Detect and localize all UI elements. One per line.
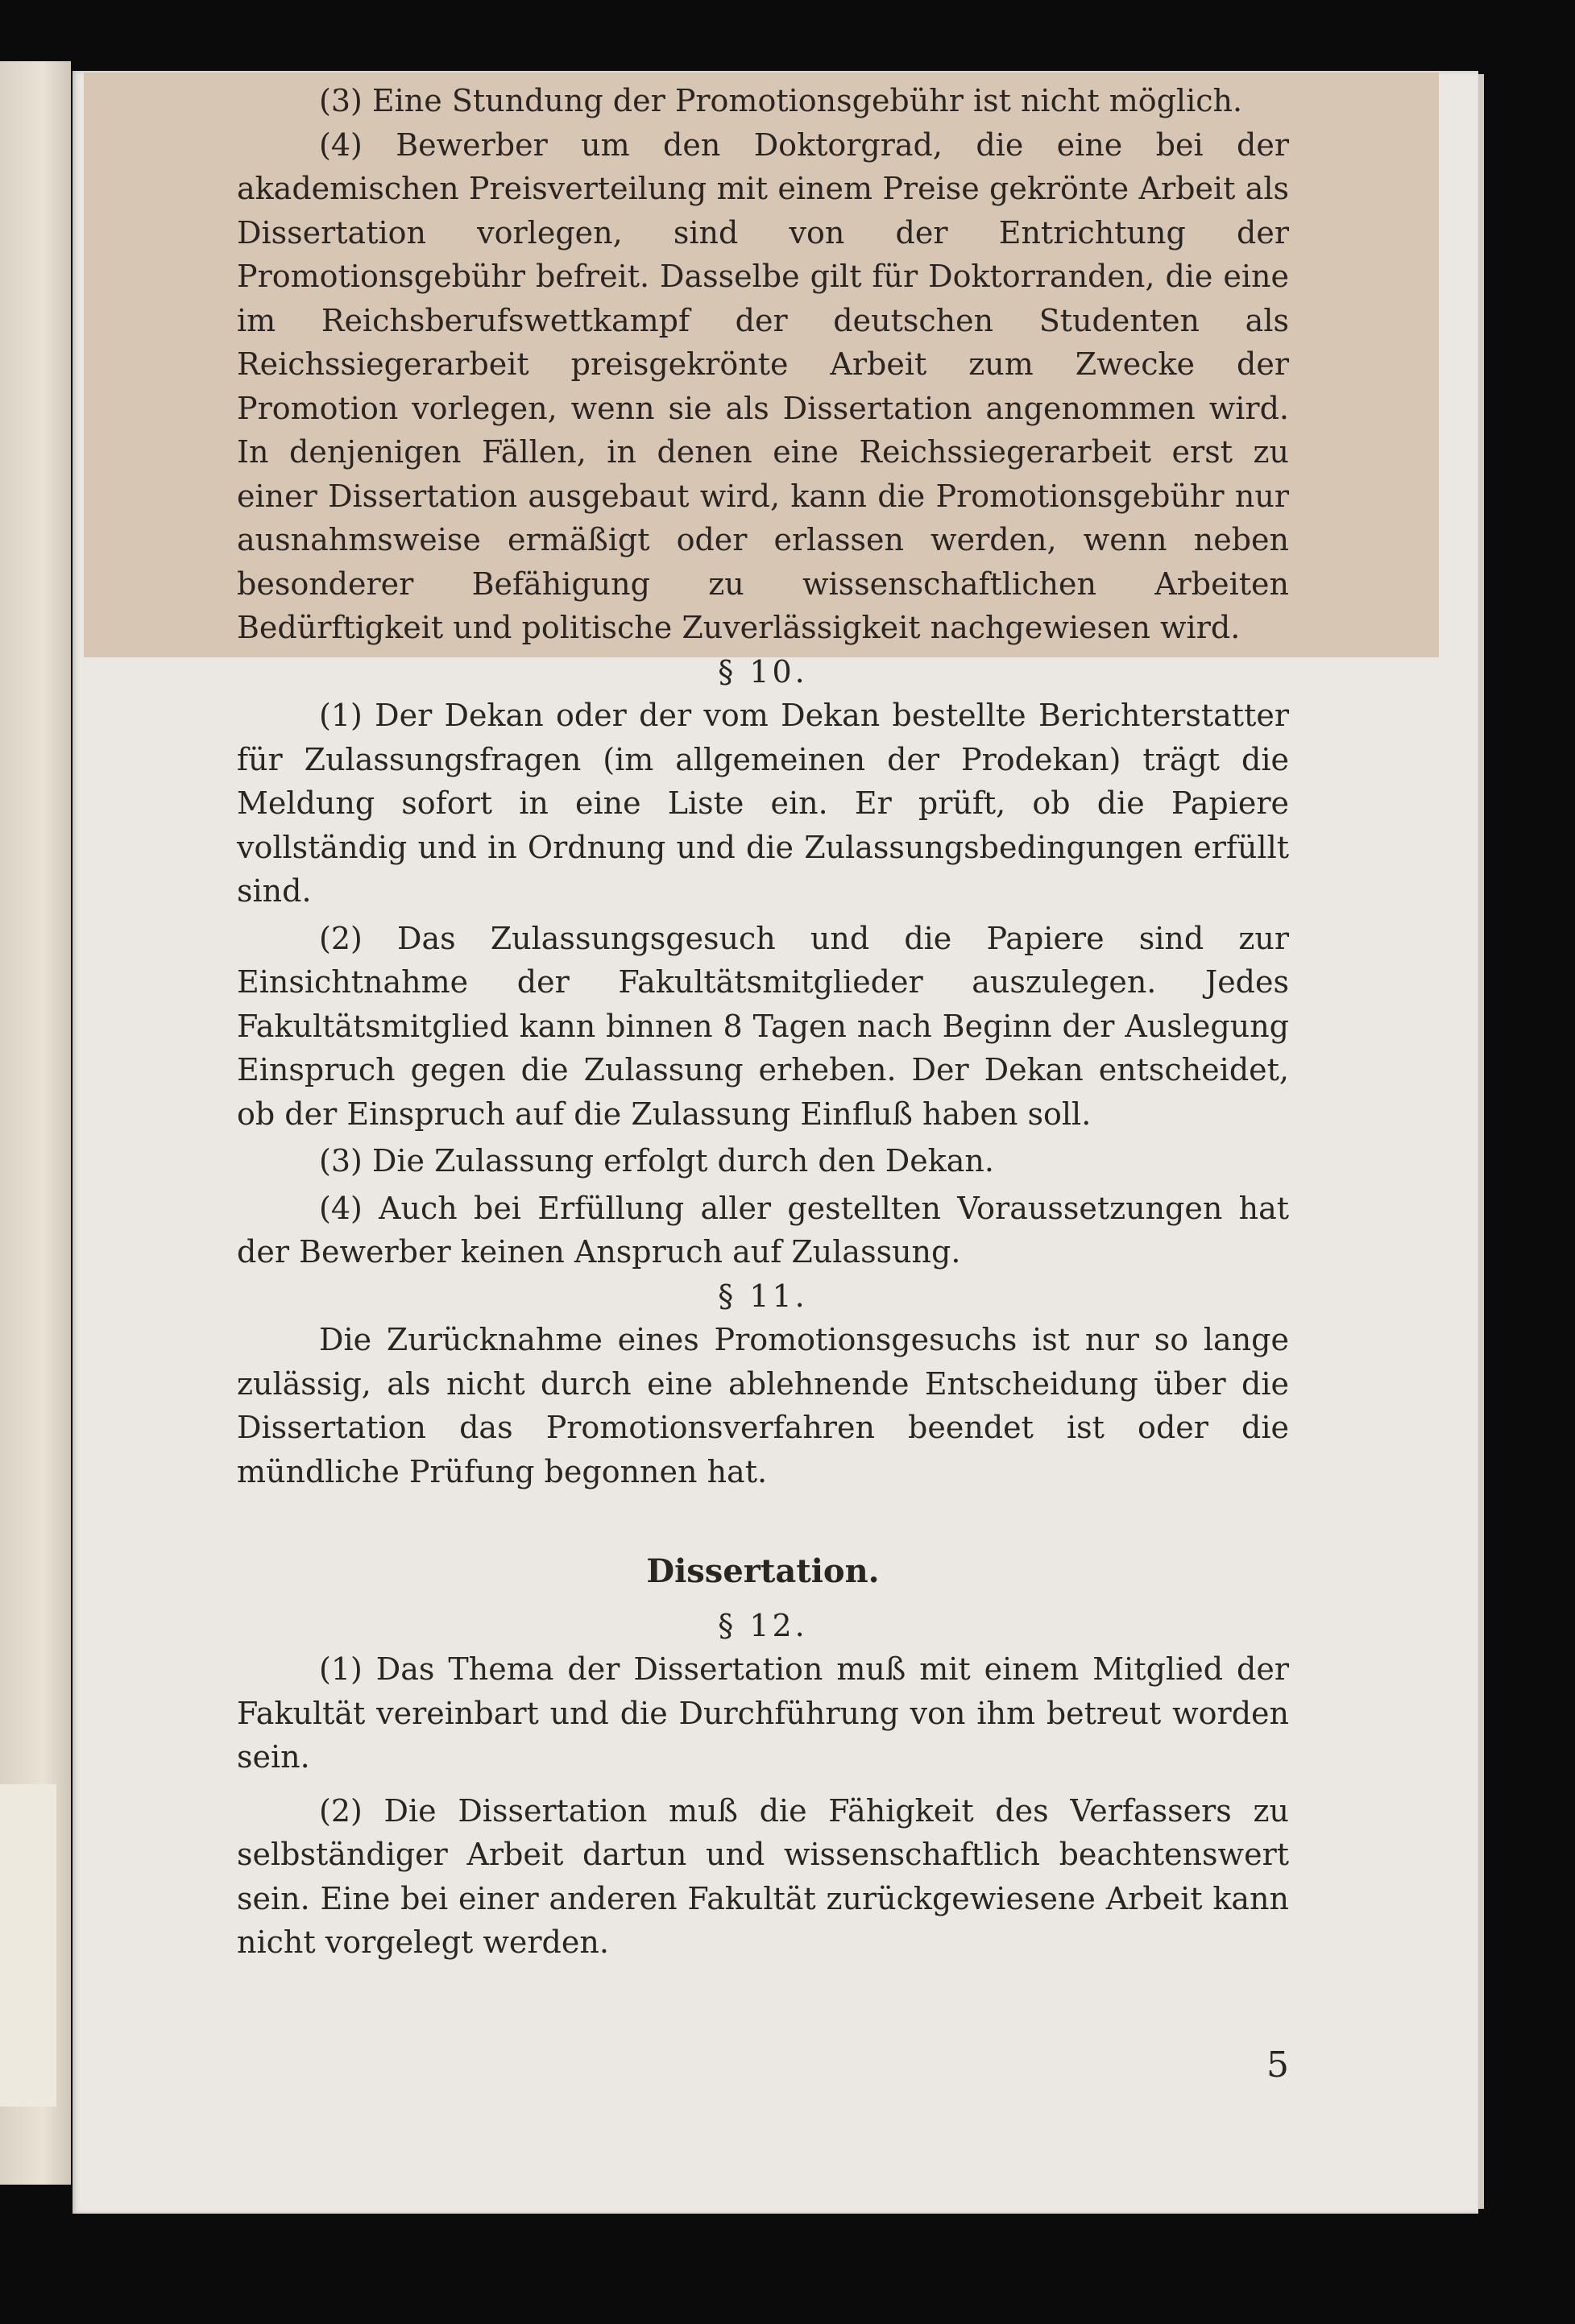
dissertation-heading: Dissertation. — [646, 1552, 880, 1590]
paragraph-10-1: (1) Der Dekan oder der vom Dekan bestellte Berichterstatter für Zulassungsfragen (im allgemeinen der Prodekan) trägt die Meldung sofort in eine Liste ein. Er prüft, ob die Papiere vollständig und in Ordnung und die Zulassungsbedingungen erfüllt sind. — [237, 698, 1289, 909]
section-10-heading: § 10. — [718, 653, 808, 690]
paragraph-9-3: (3) Eine Stundung der Promotionsgebühr ist nicht möglich. — [319, 83, 1243, 118]
page-number: 5 — [1266, 2044, 1289, 2086]
paragraph-10-4: (4) Auch bei Erfüllung aller gestellten Voraussetzungen hat der Bewerber keinen Anspruch auf Zulassung. — [237, 1190, 1289, 1270]
paragraph-12-2: (2) Die Dissertation muß die Fähigkeit des Verfassers zu selbständiger Arbeit dartun und wissenschaftlich beachtenswert sein. Eine bei einer anderen Fakultät zurückgewiesene Arbeit kann nicht vorgelegt werden. — [237, 1792, 1289, 1960]
paragraph-9-4: (4) Bewerber um den Doktorgrad, die eine bei der akademischen Preisverteilung mit einem Preise gekrönte Arbeit als Dissertation vorlegen, sind von der Entrichtung der Promotionsgebühr befreit. Dasselbe gilt für Doktorranden, die eine im Reichsberufswettkampf der deutschen Studenten als Reichssiegerarbeit preisgekrönte Arbeit zum Zwecke der Promotion vorlegen, wenn sie als Dissertation angenommen wird. In denjenigen Fällen, in denen eine Reichssiegerarbeit erst zu einer Dissertation ausgebaut wird, kann die Promotionsgebühr nur ausnahmsweise ermäßigt oder erlassen werden, wenn neben besonderer Befähigung zu wissenschaftlichen Arbeiten Bedürftigkeit und politische Zuverlässigkeit nachgewiesen wird. — [237, 126, 1289, 645]
page-right-edge — [1478, 74, 1484, 2209]
section-11-heading: § 11. — [718, 1278, 808, 1314]
paragraph-10-2: (2) Das Zulassungsgesuch und die Papiere sind zur Einsichtnahme der Fakultätsmitglieder auszulegen. Jedes Fakultätsmitglied kann binnen 8 Tagen nach Beginn der Auslegung Einspruch gegen die Zulassung erheben. Der Dekan entscheidet, ob der Einspruch auf die Zulassung Einfluß haben soll. — [237, 920, 1289, 1132]
paragraph-10-3: (3) Die Zulassung erfolgt durch den Dekan. — [319, 1143, 994, 1179]
left-page-strip — [0, 1784, 56, 2107]
page-text — [237, 79, 1289, 1965]
section-12-heading: § 12. — [718, 1607, 808, 1643]
paragraph-12-1: (1) Das Thema der Dissertation muß mit einem Mitglied der Fakultät vereinbart und die Durchführung von ihm betreut worden sein. — [237, 1651, 1289, 1775]
paragraph-11: Die Zurücknahme eines Promotionsgesuchs ist nur so lange zulässig, als nicht durch eine ablehnende Entscheidung über die Dissertation das Promotionsverfahren beendet ist oder die mündliche Prüfung begonnen hat. — [237, 1322, 1289, 1489]
